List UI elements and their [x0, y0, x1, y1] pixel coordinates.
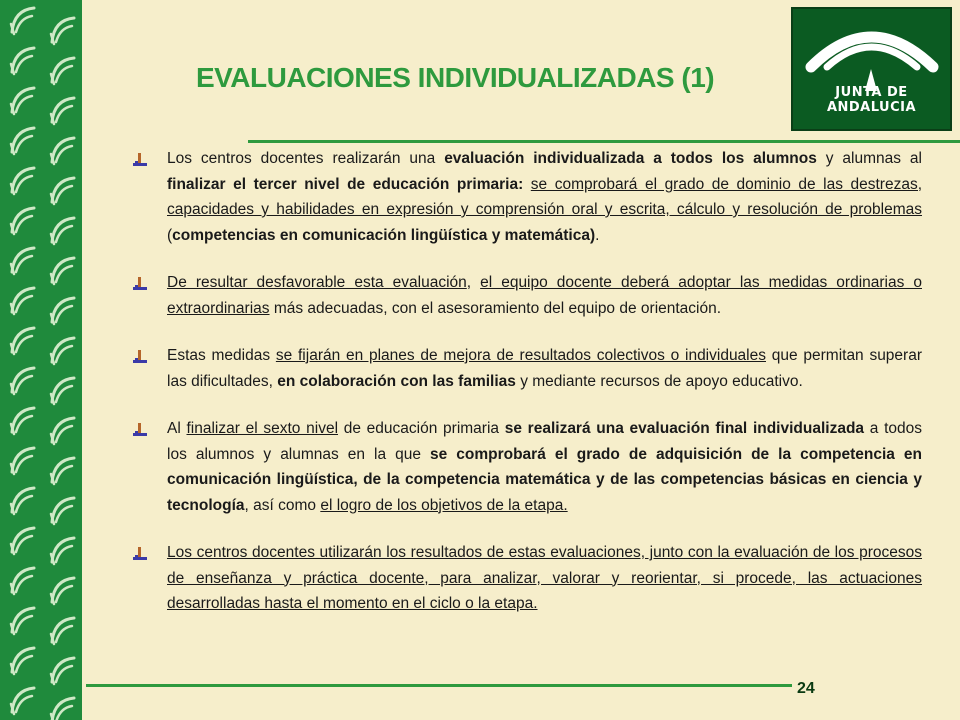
slide-title: EVALUACIONES INDIVIDUALIZADAS (1): [196, 62, 715, 93]
text-segment: que permitan superar las dificultades,: [167, 347, 922, 390]
text-segment: Estas medidas: [167, 347, 276, 364]
bullet-text: [167, 146, 922, 248]
leaf-pattern-icon: [8, 244, 38, 278]
page-number: 24: [797, 680, 815, 697]
text-segment: (: [167, 226, 173, 244]
bullet-list: [132, 146, 922, 639]
leaf-pattern-icon: [48, 494, 78, 528]
underlined-text: se fijarán en planes de mejora de resultados colectivos o individuales: [275, 347, 766, 364]
text-segment: a todos los alumnos y alumnas en la que: [167, 420, 922, 463]
bold-text: competencias en comunicación lingüística y matemática): [172, 226, 596, 244]
leaf-pattern-icon: [8, 284, 38, 318]
leaf-pattern-icon: [48, 134, 78, 168]
underlined-text: el equipo docente deberá adoptar las medidas ordinarias o extraordinarias: [167, 274, 922, 317]
leaf-pattern-icon: [48, 614, 78, 648]
text-segment: más adecuadas, con el asesoramiento del equipo de orientación.: [269, 299, 722, 317]
text-segment: de educación primaria: [338, 420, 505, 437]
leaf-pattern-icon: [48, 14, 78, 48]
bullet-icon: [132, 422, 148, 438]
text-segment: y alumnas al: [816, 150, 922, 167]
leaf-pattern-icon: [8, 484, 38, 518]
leaf-pattern-icon: [48, 254, 78, 288]
bullet-text: [167, 270, 922, 321]
leaf-pattern-icon: [8, 644, 38, 678]
leaf-pattern-icon: [48, 694, 78, 720]
bullet-icon: [132, 349, 148, 365]
bullet-icon: [132, 276, 148, 292]
bullet-text: [167, 416, 922, 518]
text-segment: Al: [167, 420, 187, 437]
leaf-pattern-icon: [8, 604, 38, 638]
leaf-pattern-icon: [8, 204, 38, 238]
bullet-item: [132, 416, 922, 518]
bullet-item: [132, 343, 922, 394]
leaf-pattern-icon: [8, 564, 38, 598]
bullet-item: [132, 270, 922, 321]
text-segment: [523, 176, 531, 193]
leaf-pattern-icon: [48, 294, 78, 328]
junta-de-andalucia-logo: [791, 7, 952, 131]
leaf-pattern-icon: [48, 454, 78, 488]
leaf-pattern-icon: [48, 574, 78, 608]
leaf-pattern-icon: [48, 414, 78, 448]
text-segment: , así como: [244, 496, 321, 514]
divider-bottom: [86, 684, 792, 687]
bullet-icon: [132, 546, 148, 562]
text-segment: .: [595, 226, 600, 244]
bullet-item: [132, 540, 922, 617]
bullet-text: [167, 540, 922, 617]
bullet-text: [167, 343, 922, 394]
leaf-pattern-icon: [8, 124, 38, 158]
leaf-pattern-icon: [48, 54, 78, 88]
underlined-text: Los centros docentes utilizarán los resultados de estas evaluaciones, junto con la evaluación de los procesos de enseñanza y práctica docente, para analizar, valorar y reorientar, si procede, las actuaciones desarrolladas hasta el momento en el ciclo o la etapa.: [167, 544, 922, 612]
text-segment: y mediante recursos de apoyo educativo.: [515, 372, 803, 390]
leaf-pattern-icon: [8, 324, 38, 358]
underlined-text: se comprobará el grado de dominio de las destrezas, capacidades y habilidades en expresión y comprensión oral y escrita, cálculo y resolución de problemas: [167, 175, 922, 218]
bold-text: finalizar el tercer nivel de educación primaria:: [167, 175, 524, 193]
leaf-pattern-icon: [8, 684, 38, 718]
underlined-text: el logro de los objetivos de la etapa.: [320, 496, 568, 514]
divider-top: [248, 140, 960, 143]
leaf-pattern-icon: [8, 444, 38, 478]
leaf-pattern-icon: [8, 44, 38, 78]
leaf-pattern-icon: [8, 524, 38, 558]
bold-text: se comprobará el grado de adquisición de la competencia en comunicación lingüística, de la competencia matemática y de las competencias básicas en ciencia y tecnología: [167, 445, 922, 514]
leaf-pattern-icon: [8, 364, 38, 398]
bold-text: evaluación individualizada a todos los alumnos: [444, 150, 817, 167]
leaf-pattern-icon: [48, 374, 78, 408]
logo-text: JUNTA DE ANDALUCIA: [826, 85, 917, 115]
text-segment: ,: [466, 274, 481, 291]
leaf-pattern-icon: [48, 174, 78, 208]
leaf-pattern-icon: [48, 334, 78, 368]
bold-text: se realizará una evaluación final individualizada: [504, 420, 865, 437]
leaf-pattern-icon: [8, 404, 38, 438]
leaf-pattern-icon: [8, 164, 38, 198]
bullet-icon: [132, 152, 148, 168]
underlined-text: De resultar desfavorable esta evaluación: [167, 274, 467, 291]
underlined-text: finalizar el sexto nivel: [186, 420, 339, 437]
decorative-sidebar: [0, 0, 82, 720]
leaf-pattern-icon: [48, 534, 78, 568]
leaf-pattern-icon: [48, 214, 78, 248]
leaf-pattern-icon: [48, 654, 78, 688]
text-segment: Los centros docentes realizarán una: [167, 150, 445, 167]
leaf-pattern-icon: [8, 84, 38, 118]
leaf-pattern-icon: [8, 4, 38, 38]
bullet-item: [132, 146, 922, 248]
leaf-pattern-icon: [48, 94, 78, 128]
bold-text: en colaboración con las familias: [277, 372, 516, 390]
